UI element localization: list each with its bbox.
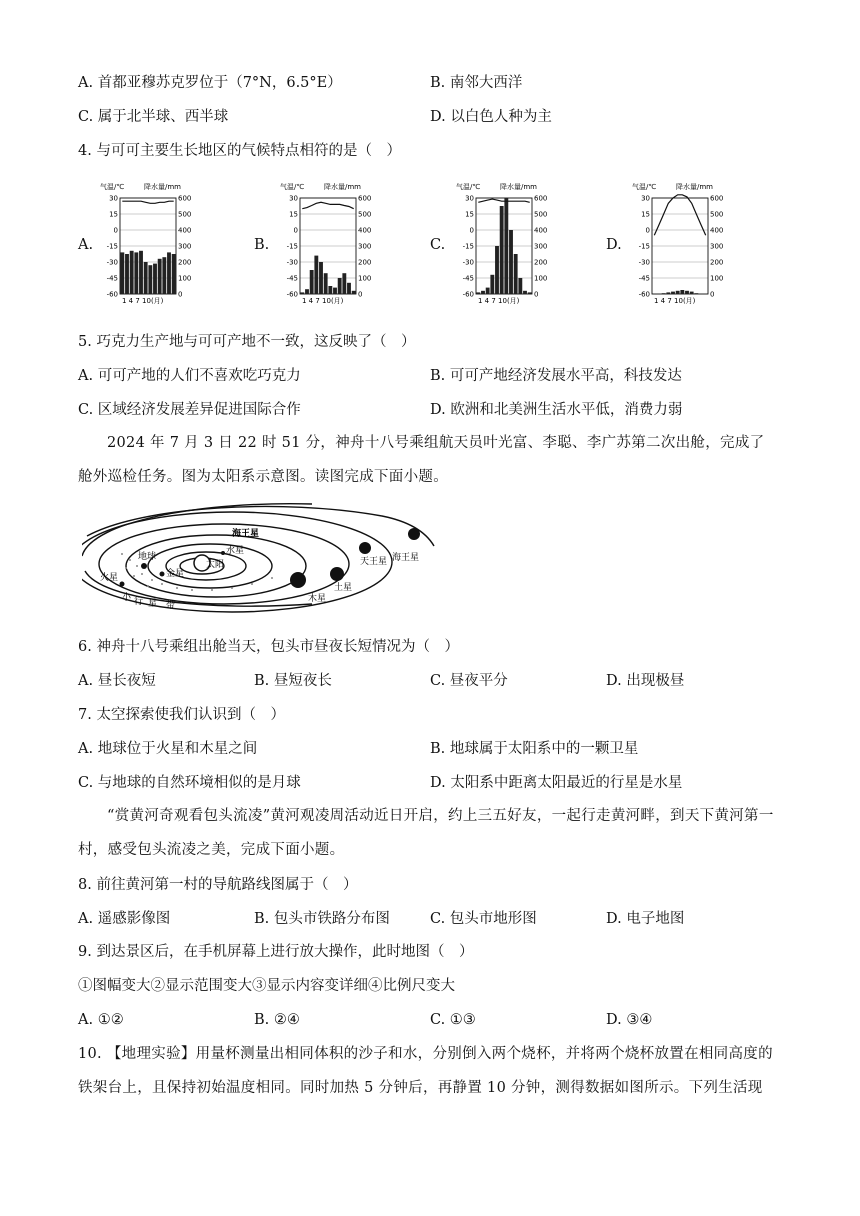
precip-tick: 100 — [358, 274, 372, 283]
label-neptune: 海王星 — [392, 553, 420, 563]
temp-tick: -15 — [106, 242, 118, 251]
precip-tick: 100 — [710, 274, 724, 283]
temp-tick: -60 — [286, 290, 298, 299]
label-saturn: 土星 — [334, 583, 353, 593]
precip-bar — [300, 292, 304, 294]
climate-chart-b — [278, 180, 398, 310]
month-ticks: 1 4 7 10(月) — [478, 297, 520, 305]
passage-yellow-river: “赏黄河奇观看包头流凌”黄河观凌周活动近日开启，约上三五好友，一起行走黄河畔，到天下黄河第一村，感受包头流凌之美，完成下面小题。 — [78, 808, 774, 858]
label-earth: 地球 — [138, 552, 157, 562]
precip-bar — [528, 292, 532, 294]
temp-tick: -15 — [638, 242, 650, 251]
temp-tick: 30 — [641, 194, 650, 203]
precip-bar — [120, 252, 124, 294]
precip-bar — [481, 291, 485, 294]
temp-tick: 0 — [293, 226, 298, 235]
precip-axis-label: 降水量/mm — [144, 183, 181, 191]
precip-tick: 200 — [358, 258, 372, 267]
precip-bar — [490, 275, 494, 294]
q3-option-c: C. 属于北半球、西半球 — [78, 109, 229, 125]
temp-tick: -45 — [106, 274, 118, 283]
temperature-line — [478, 199, 529, 202]
precip-tick: 300 — [710, 242, 724, 251]
precip-tick: 300 — [358, 242, 372, 251]
temp-tick: -15 — [286, 242, 298, 251]
precip-bar — [153, 264, 157, 294]
precip-tick: 600 — [358, 194, 372, 203]
temp-tick: -45 — [286, 274, 298, 283]
precip-bar — [125, 254, 129, 294]
precip-bar — [518, 278, 522, 294]
precip-bar — [486, 288, 490, 294]
climate-chart-c — [454, 180, 574, 310]
precip-tick: 400 — [358, 226, 372, 235]
q6-stem: 6. 神舟十八号乘组出舱当天，包头市昼夜长短情况为（ ） — [78, 639, 459, 655]
temp-tick: 15 — [109, 210, 118, 219]
precip-tick: 500 — [710, 210, 724, 219]
precip-bar — [134, 252, 138, 294]
mercury-icon — [221, 551, 225, 555]
q5-option-a: A. 可可产地的人们不喜欢吃巧克力 — [78, 368, 301, 384]
precip-bar — [342, 273, 346, 294]
temp-tick: 30 — [465, 194, 474, 203]
q7-option-d: D. 太阳系中距离太阳最近的行星是水星 — [430, 775, 683, 791]
precip-tick: 600 — [534, 194, 548, 203]
temp-axis-label: 气温/℃ — [100, 183, 125, 191]
temp-tick: -30 — [106, 258, 118, 267]
precip-bar — [144, 262, 148, 294]
precip-bar — [314, 256, 318, 294]
passage-space-mission: 2024 年 7 月 3 日 22 时 51 分，神舟十八号乘组航天员叶光富、李聪、李广苏第二次出舱，完成了舱外巡检任务。图为太阳系示意图。读图完成下面小题。 — [78, 435, 765, 485]
q9-option-d: D. ③④ — [606, 1012, 653, 1028]
precip-tick: 100 — [534, 274, 548, 283]
precip-bar — [504, 198, 508, 294]
neptune-icon — [408, 528, 420, 540]
precip-tick: 300 — [178, 242, 192, 251]
month-ticks: 1 4 7 10(月) — [654, 297, 696, 305]
precip-bar — [495, 246, 499, 294]
precip-tick: 600 — [710, 194, 724, 203]
earth-icon — [141, 563, 147, 569]
temp-tick: 0 — [113, 226, 118, 235]
temp-tick: 15 — [465, 210, 474, 219]
precip-tick: 200 — [534, 258, 548, 267]
temp-tick: -45 — [462, 274, 474, 283]
precip-bar — [333, 288, 337, 294]
label-uranus: 天王星 — [360, 557, 388, 567]
precip-bar — [158, 259, 162, 294]
precip-bar — [509, 230, 513, 294]
temp-tick: -60 — [462, 290, 474, 299]
label-venus: 金星 — [166, 569, 185, 579]
precip-bar — [476, 292, 480, 294]
temp-tick: -15 — [462, 242, 474, 251]
q5-option-b: B. 可可产地经济发展水平高，科技发达 — [430, 368, 682, 384]
solar-system-diagram — [82, 496, 442, 614]
q9-option-b: B. ②④ — [254, 1012, 300, 1028]
q6-option-d: D. 出现极昼 — [606, 673, 685, 689]
q5-option-d: D. 欧洲和北美洲生活水平低，消费力弱 — [430, 402, 683, 418]
precip-tick: 500 — [534, 210, 548, 219]
temp-tick: -45 — [638, 274, 650, 283]
temp-tick: 0 — [645, 226, 650, 235]
precip-bar — [680, 290, 684, 294]
precip-axis-label: 降水量/mm — [676, 183, 713, 191]
precip-tick: 300 — [534, 242, 548, 251]
q6-option-a: A. 昼长夜短 — [78, 673, 156, 689]
month-ticks: 1 4 7 10(月) — [122, 297, 164, 305]
saturn-icon — [330, 567, 344, 581]
q8-stem: 8. 前往黄河第一村的导航路线图属于（ ） — [78, 877, 358, 893]
temp-tick: -60 — [106, 290, 118, 299]
precip-bar — [666, 292, 670, 294]
temp-axis-label: 气温/℃ — [280, 183, 305, 191]
q6-option-b: B. 昼短夜长 — [254, 673, 332, 689]
precip-bar — [172, 254, 176, 294]
temp-tick: 30 — [289, 194, 298, 203]
q8-option-d: D. 电子地图 — [606, 911, 685, 927]
temperature-line — [654, 195, 705, 236]
mars-icon — [120, 582, 125, 587]
precip-bar — [324, 273, 328, 294]
precip-bar — [690, 292, 694, 294]
precip-axis-label: 降水量/mm — [324, 183, 361, 191]
q7-option-c: C. 与地球的自然环境相似的是月球 — [78, 775, 301, 791]
q9-stem: 9. 到达景区后，在手机屏幕上进行放大操作，此时地图（ ） — [78, 944, 474, 960]
q10-text: 10. 【地理实验】用量杯测量出相同体积的沙子和水，分别倒入两个烧杯，并将两个烧杯放置在相同高度的铁架台上，且保持初始温度相同。同时加热 5 分钟后，再静置 10 分钟，测得数据如图所示。下列生活现 — [78, 1046, 773, 1096]
precip-bar — [523, 291, 527, 294]
precip-bar — [148, 265, 152, 294]
q4-label-a: A. — [78, 237, 94, 253]
precip-bar — [338, 278, 342, 294]
precip-tick: 0 — [534, 290, 539, 299]
q3-option-b: B. 南邻大西洋 — [430, 75, 523, 91]
precip-bar — [352, 291, 356, 294]
jupiter-icon — [290, 572, 306, 588]
q6-option-c: C. 昼夜平分 — [430, 673, 508, 689]
q4-label-d: D. — [606, 237, 622, 253]
temperature-line — [122, 201, 173, 203]
precip-bar — [162, 257, 166, 294]
precip-tick: 0 — [710, 290, 715, 299]
precip-bar — [694, 293, 698, 294]
precip-bar — [130, 251, 134, 294]
q9-option-a: A. ①② — [78, 1012, 124, 1028]
temp-tick: 30 — [109, 194, 118, 203]
month-ticks: 1 4 7 10(月) — [302, 297, 344, 305]
climate-chart-d — [630, 180, 750, 310]
label-jupiter: 木星 — [308, 594, 327, 604]
temp-axis-label: 气温/℃ — [456, 183, 481, 191]
temp-tick: -30 — [462, 258, 474, 267]
precip-tick: 0 — [358, 290, 363, 299]
temp-tick: -30 — [638, 258, 650, 267]
precip-tick: 200 — [710, 258, 724, 267]
q9-statements: ①图幅变大②显示范围变大③显示内容变详细④比例尺变大 — [78, 978, 455, 994]
q4-stem: 4. 与可可主要生长地区的气候特点相符的是（ ） — [78, 143, 401, 159]
precip-bar — [305, 289, 309, 294]
precip-tick: 200 — [178, 258, 192, 267]
label-belt: 海王星 — [232, 529, 260, 539]
precip-bar — [347, 283, 351, 294]
precip-tick: 600 — [178, 194, 192, 203]
temperature-line — [302, 202, 353, 208]
precip-tick: 0 — [178, 290, 183, 299]
q5-option-c: C. 区域经济发展差异促进国际合作 — [78, 402, 301, 418]
q3-option-a: A. 首都亚穆苏克罗位于（7°N，6.5°E） — [78, 75, 342, 91]
precip-tick: 400 — [710, 226, 724, 235]
q8-option-b: B. 包头市铁路分布图 — [254, 911, 390, 927]
temp-tick: -60 — [638, 290, 650, 299]
venus-icon — [160, 572, 165, 577]
precip-bar — [310, 270, 314, 294]
precip-tick: 500 — [178, 210, 192, 219]
label-asteroid-2: 行 — [134, 597, 144, 607]
uranus-icon — [359, 542, 371, 554]
q9-option-c: C. ①③ — [430, 1012, 476, 1028]
q7-option-a: A. 地球位于火星和木星之间 — [78, 741, 258, 757]
label-asteroid-4: 带 — [166, 601, 176, 611]
precip-axis-label: 降水量/mm — [500, 183, 537, 191]
precip-tick: 400 — [534, 226, 548, 235]
q8-option-c: C. 包头市地形图 — [430, 911, 537, 927]
q8-option-a: A. 遥感影像图 — [78, 911, 171, 927]
climate-chart-a — [98, 180, 218, 310]
label-mercury: 水星 — [226, 546, 245, 556]
precip-bar — [662, 293, 666, 294]
precip-bar — [500, 206, 504, 294]
temp-tick: 15 — [289, 210, 298, 219]
precip-bar — [319, 262, 323, 294]
precip-bar — [139, 251, 143, 294]
q5-stem: 5. 巧克力生产地与可可产地不一致，这反映了（ ） — [78, 334, 416, 350]
precip-bar — [514, 254, 518, 294]
precip-bar — [328, 286, 332, 294]
label-mars: 火星 — [100, 573, 119, 583]
precip-bar — [671, 292, 675, 294]
temp-tick: 15 — [641, 210, 650, 219]
precip-tick: 400 — [178, 226, 192, 235]
precip-tick: 100 — [178, 274, 192, 283]
temp-tick: -30 — [286, 258, 298, 267]
label-sun: 太阳 — [206, 560, 225, 570]
temp-axis-label: 气温/℃ — [632, 183, 657, 191]
q3-option-d: D. 以白色人种为主 — [430, 109, 552, 125]
label-asteroid-3: 星 — [148, 599, 158, 609]
label-asteroid-1: 小 — [122, 593, 132, 603]
precip-bar — [167, 252, 171, 294]
temp-tick: 0 — [469, 226, 474, 235]
q4-label-c: C. — [430, 237, 446, 253]
precip-tick: 500 — [358, 210, 372, 219]
q7-option-b: B. 地球属于太阳系中的一颗卫星 — [430, 741, 639, 757]
q7-stem: 7. 太空探索使我们认识到（ ） — [78, 707, 285, 723]
q4-label-b: B. — [254, 237, 270, 253]
precip-bar — [685, 291, 689, 294]
precip-bar — [676, 291, 680, 294]
